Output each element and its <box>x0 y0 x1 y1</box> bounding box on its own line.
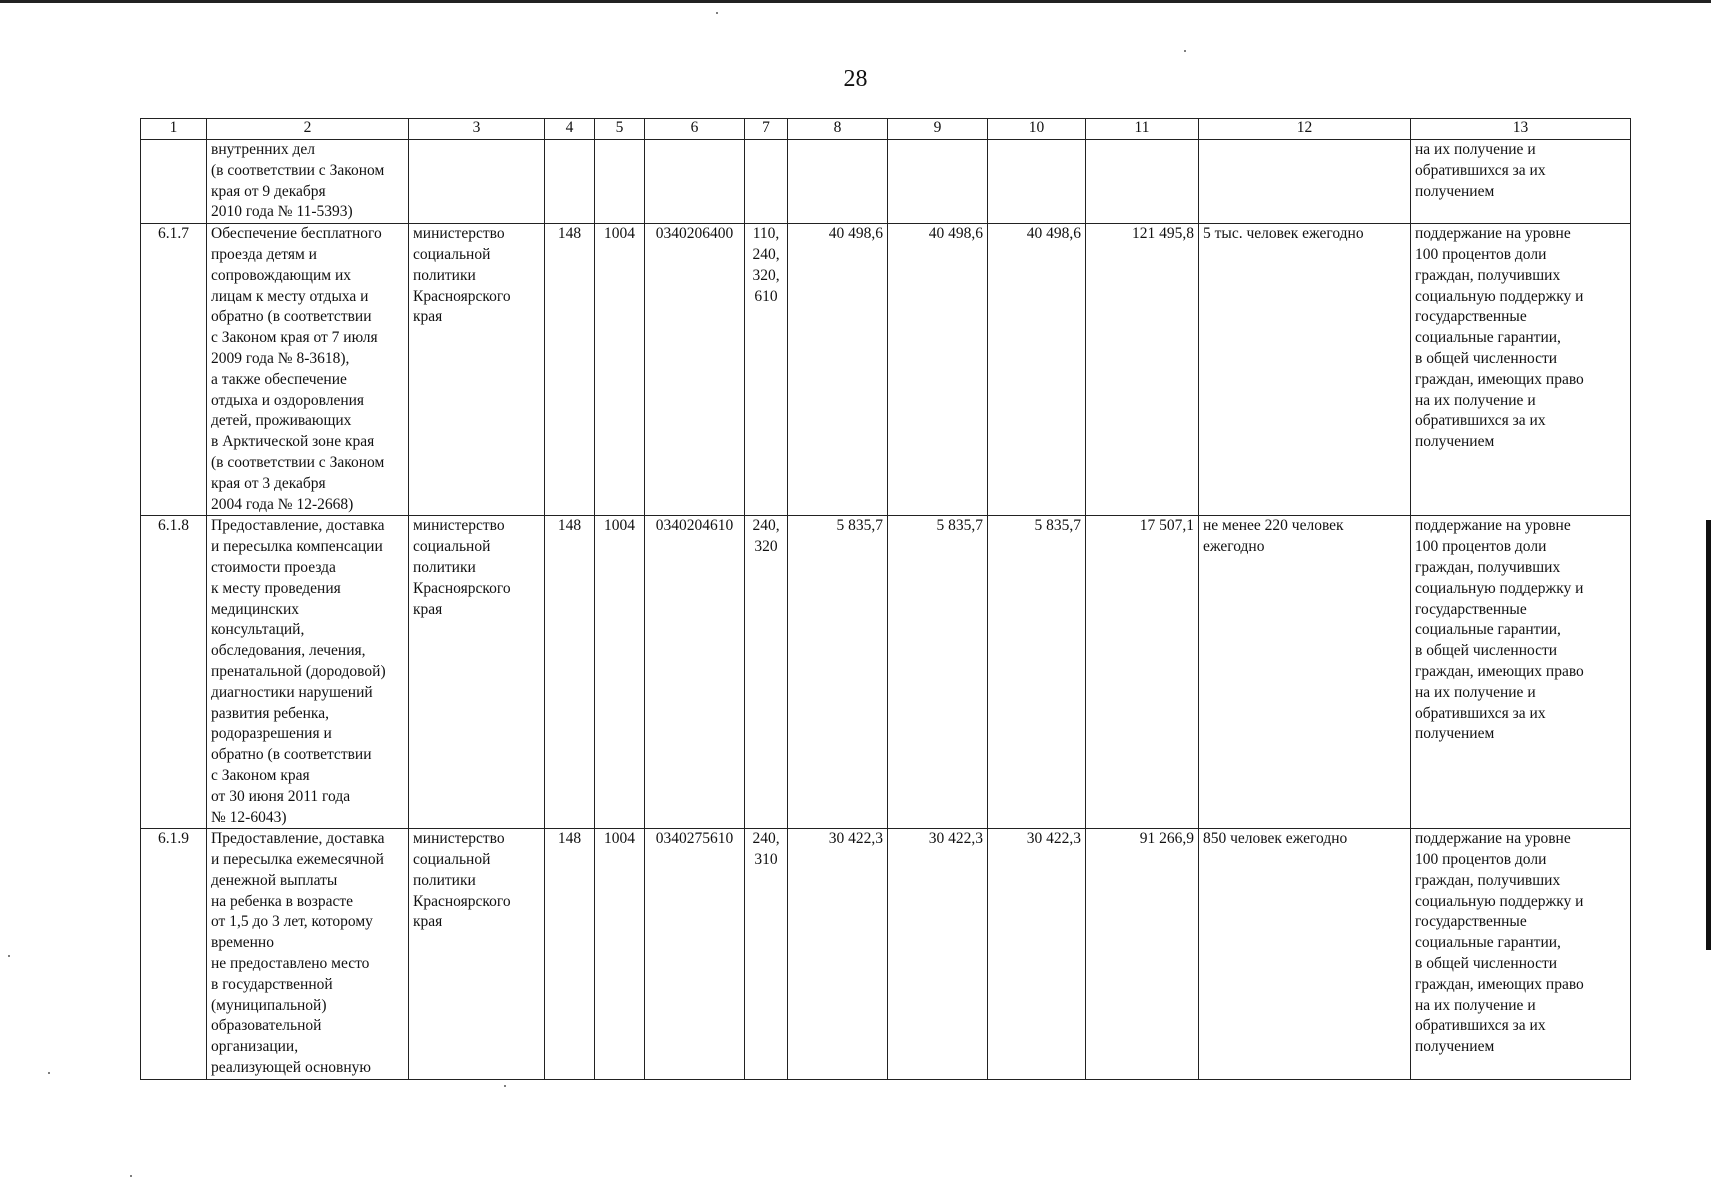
item-number: 6.1.8 <box>141 516 207 829</box>
expense-type-code: 110, 240, 320, 610 <box>745 224 788 516</box>
grbs-code: 148 <box>545 224 595 516</box>
grbs-code: 148 <box>545 829 595 1080</box>
indicator-text: на их получение и обратившихся за их получением <box>1411 140 1631 224</box>
table-row <box>141 224 1631 516</box>
table-row <box>141 516 1631 829</box>
column-header: 5 <box>595 119 645 140</box>
executor: министерство социальной политики Красноярского края <box>409 829 545 1080</box>
activity-name: внутренних дел (в соответствии с Законом края от 9 декабря 2010 года № 11-5393) <box>207 140 409 224</box>
section-code: 1004 <box>595 829 645 1080</box>
grbs-code <box>545 140 595 224</box>
executor: министерство социальной политики Красноярского края <box>409 224 545 516</box>
column-header: 13 <box>1411 119 1631 140</box>
item-number: 6.1.9 <box>141 829 207 1080</box>
scan-edge-mark <box>1706 520 1711 950</box>
target-item-code: 0340204610 <box>645 516 745 829</box>
activity-name: Предоставление, доставка и пересылка ежемесячной денежной выплаты на ребенка в возрасте от 1,5 до 3 лет, которому временно не предоставлено место в государственной (муниципальной) образовательной организации, реализующей основную <box>207 829 409 1080</box>
amount-total: 121 495,8 <box>1086 224 1199 516</box>
grbs-code: 148 <box>545 516 595 829</box>
table-row <box>141 140 1631 224</box>
activities-table <box>140 118 1631 1080</box>
expected-result: 5 тыс. человек ежегодно <box>1199 224 1411 516</box>
amount-year-2 <box>888 140 988 224</box>
expense-type-code: 240, 310 <box>745 829 788 1080</box>
column-header: 1 <box>141 119 207 140</box>
amount-year-1 <box>788 140 888 224</box>
scan-speck <box>130 1175 132 1177</box>
activity-name: Обеспечение бесплатного проезда детям и сопровождающим их лицам к месту отдыха и обратно (в соответствии с Законом края от 7 июля 2009 года № 8-3618), а также обеспечение отдыха и оздоровления детей, проживающих в Арктической зоне края (в соответствии с Законом края от 3 декабря 2004 года № 12-2668) <box>207 224 409 516</box>
scan-speck <box>1184 50 1186 52</box>
amount-year-2: 30 422,3 <box>888 829 988 1080</box>
scan-speck <box>504 1085 506 1087</box>
executor: министерство социальной политики Красноярского края <box>409 516 545 829</box>
scan-speck <box>48 1072 50 1074</box>
column-header: 8 <box>788 119 888 140</box>
expected-result <box>1199 140 1411 224</box>
column-header: 12 <box>1199 119 1411 140</box>
scan-speck <box>716 12 718 14</box>
column-header: 2 <box>207 119 409 140</box>
section-code: 1004 <box>595 516 645 829</box>
indicator-text: поддержание на уровне 100 процентов доли граждан, получивших социальную поддержку и государственные социальные гарантии, в общей численности граждан, имеющих право на их получение и обратившихся за их получением <box>1411 516 1631 829</box>
scan-top-edge <box>0 0 1711 3</box>
column-header: 11 <box>1086 119 1199 140</box>
column-header: 4 <box>545 119 595 140</box>
column-header: 10 <box>988 119 1086 140</box>
target-item-code: 0340275610 <box>645 829 745 1080</box>
amount-year-1: 40 498,6 <box>788 224 888 516</box>
expense-type-code: 240, 320 <box>745 516 788 829</box>
amount-year-1: 30 422,3 <box>788 829 888 1080</box>
expected-result: 850 человек ежегодно <box>1199 829 1411 1080</box>
expense-type-code <box>745 140 788 224</box>
target-item-code: 0340206400 <box>645 224 745 516</box>
target-item-code <box>645 140 745 224</box>
scan-speck <box>8 955 10 957</box>
section-code: 1004 <box>595 224 645 516</box>
amount-year-1: 5 835,7 <box>788 516 888 829</box>
amount-total: 17 507,1 <box>1086 516 1199 829</box>
column-header: 6 <box>645 119 745 140</box>
column-header: 3 <box>409 119 545 140</box>
executor <box>409 140 545 224</box>
indicator-text: поддержание на уровне 100 процентов доли граждан, получивших социальную поддержку и государственные социальные гарантии, в общей численности граждан, имеющих право на их получение и обратившихся за их получением <box>1411 224 1631 516</box>
amount-total: 91 266,9 <box>1086 829 1199 1080</box>
page-number: 28 <box>843 66 868 92</box>
indicator-text: поддержание на уровне 100 процентов доли граждан, получивших социальную поддержку и государственные социальные гарантии, в общей численности граждан, имеющих право на их получение и обратившихся за их получением <box>1411 829 1631 1080</box>
amount-year-3 <box>988 140 1086 224</box>
item-number: 6.1.7 <box>141 224 207 516</box>
amount-year-3: 30 422,3 <box>988 829 1086 1080</box>
amount-year-2: 40 498,6 <box>888 224 988 516</box>
item-number <box>141 140 207 224</box>
amount-year-2: 5 835,7 <box>888 516 988 829</box>
table-row <box>141 829 1631 1080</box>
amount-year-3: 40 498,6 <box>988 224 1086 516</box>
activity-name: Предоставление, доставка и пересылка компенсации стоимости проезда к месту проведения медицинских консультаций, обследования, лечения, пренатальной (дородовой) диагностики нарушений развития ребенка, родоразрешения и обратно (в соответствии с Законом края от 30 июня 2011 года № 12-6043) <box>207 516 409 829</box>
amount-year-3: 5 835,7 <box>988 516 1086 829</box>
expected-result: не менее 220 человек ежегодно <box>1199 516 1411 829</box>
column-header: 7 <box>745 119 788 140</box>
amount-total <box>1086 140 1199 224</box>
column-header: 9 <box>888 119 988 140</box>
section-code <box>595 140 645 224</box>
column-number-row <box>141 119 1631 140</box>
